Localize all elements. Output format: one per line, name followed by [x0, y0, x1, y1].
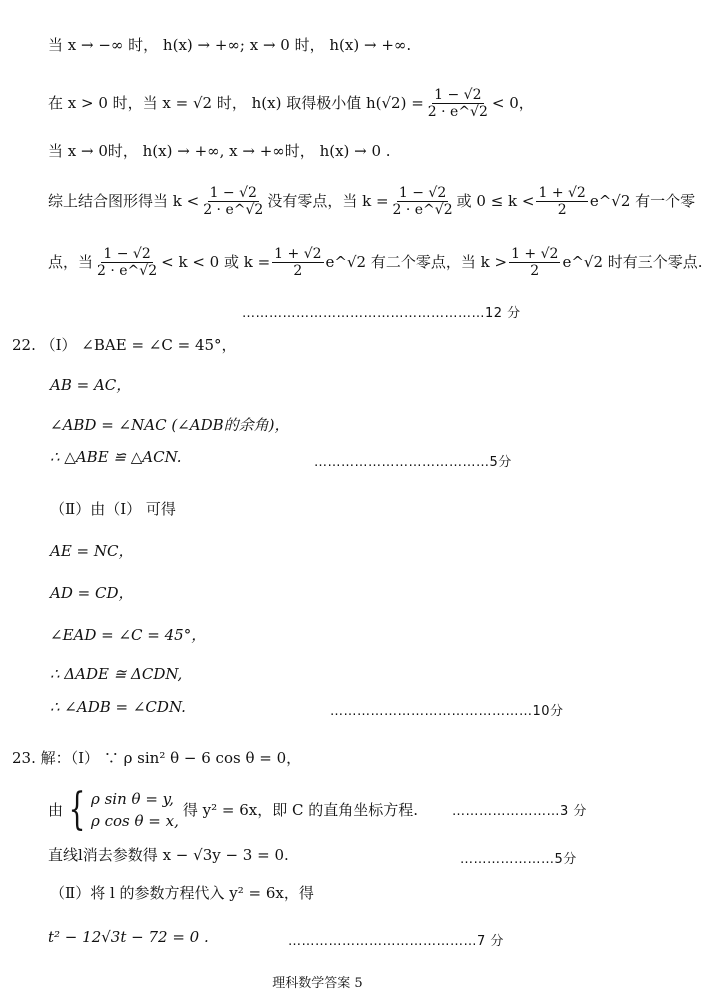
q22-step-6: ∠EAD = ∠C = 45°， — [50, 626, 207, 644]
text: 综上结合图形得当 k < — [48, 192, 200, 210]
text: e^√2 有二个零点，当 k > — [325, 253, 508, 271]
question-22-header: 22. （Ⅰ） ∠BAE = ∠C = 45°， — [12, 336, 237, 354]
q22-step-8: ∴ ∠ADB = ∠CDN. — [50, 698, 186, 716]
numerator: 1 − √2 — [209, 185, 257, 201]
text: 得 y² = 6x，即 C 的直角坐标方程. — [182, 800, 419, 819]
score-dots-10: ………………………………………10分 — [330, 704, 564, 719]
equation-system — [63, 784, 179, 835]
q23-system-line — [48, 784, 419, 835]
numerator: 1 − √2 — [103, 246, 151, 262]
left-brace-icon: { — [68, 784, 86, 835]
text: 由 — [48, 800, 64, 819]
denominator: 2 — [557, 202, 567, 218]
minimum-value-line — [48, 88, 534, 119]
fraction — [201, 186, 265, 217]
numerator: 1 − √2 — [434, 87, 482, 103]
conclusion-line-1 — [48, 186, 695, 217]
text: < 0， — [491, 94, 534, 112]
question-23-header: 23. 解：（Ⅰ） ∵ ρ sin² θ − 6 cos θ = 0， — [12, 749, 302, 767]
score-dots-12: ………………………………………………12 分 — [242, 306, 521, 321]
system-row: ρ sin θ = y, — [91, 790, 174, 808]
text: < k < 0 或 k = — [161, 253, 271, 271]
denominator: 2 — [530, 263, 540, 279]
score-dots-5a: …………………………………5分 — [314, 455, 512, 470]
text: e^√2 有一个零 — [589, 192, 696, 210]
fraction — [509, 247, 560, 278]
denominator: 2 · e^√2 — [392, 202, 453, 218]
text: 没有零点，当 k = — [267, 192, 389, 210]
q23-step-2: 直线l消去参数得 x − √3y − 3 = 0. — [48, 846, 289, 864]
q22-part-ii: （Ⅱ）由（Ⅰ） 可得 — [50, 500, 176, 518]
q22-step-1: AB = AC， — [50, 376, 132, 394]
q22-step-5: AD = CD， — [50, 584, 134, 602]
q22-step-2: ∠ABD = ∠NAC (∠ADB的余角)， — [50, 416, 290, 434]
conclusion-line-2 — [48, 247, 703, 278]
denominator: 2 · e^√2 — [97, 263, 158, 279]
fraction — [391, 186, 455, 217]
text: 在 x > 0 时，当 x = √2 时， h(x) 取得极小值 h(√2) = — [48, 94, 424, 112]
denominator: 2 · e^√2 — [427, 104, 488, 120]
q22-step-7: ∴ ΔADE ≅ ΔCDN, — [50, 665, 183, 683]
numerator: 1 + √2 — [511, 246, 559, 262]
numerator: 1 + √2 — [274, 246, 322, 262]
fraction — [426, 88, 490, 119]
text: 点，当 — [48, 253, 94, 271]
q22-step-4: AE = NC， — [50, 542, 134, 560]
fraction — [536, 186, 587, 217]
denominator: 2 — [293, 263, 303, 279]
fraction — [272, 247, 323, 278]
text: 或 0 ≤ k < — [456, 192, 535, 210]
denominator: 2 · e^√2 — [203, 202, 264, 218]
limit-line-2: 当 x → 0时， h(x) → +∞, x → +∞时， h(x) → 0 . — [48, 142, 391, 160]
text: e^√2 时有三个零点. — [562, 253, 703, 271]
score-dots-3: ……………………3 分 — [452, 804, 587, 819]
numerator: 1 − √2 — [398, 185, 447, 201]
score-dots-7: ……………………………………7 分 — [288, 934, 504, 949]
score-dots-5b: …………………5分 — [460, 852, 577, 867]
page-footer: 理科数学答案 5 — [272, 976, 363, 991]
q23-part-ii: （Ⅱ）将 l 的参数方程代入 y² = 6x，得 — [50, 884, 314, 902]
q22-step-3: ∴ △ABE ≌ △ACN. — [50, 448, 182, 466]
q23-step-3: t² − 12√3t − 72 = 0 . — [48, 928, 209, 946]
system-row: ρ cos θ = x, — [91, 812, 179, 830]
system-rows — [91, 788, 179, 832]
fraction — [95, 247, 159, 278]
numerator: 1 + √2 — [538, 185, 586, 201]
limit-line-1: 当 x → −∞ 时， h(x) → +∞; x → 0 时， h(x) → +∞. — [48, 36, 412, 54]
